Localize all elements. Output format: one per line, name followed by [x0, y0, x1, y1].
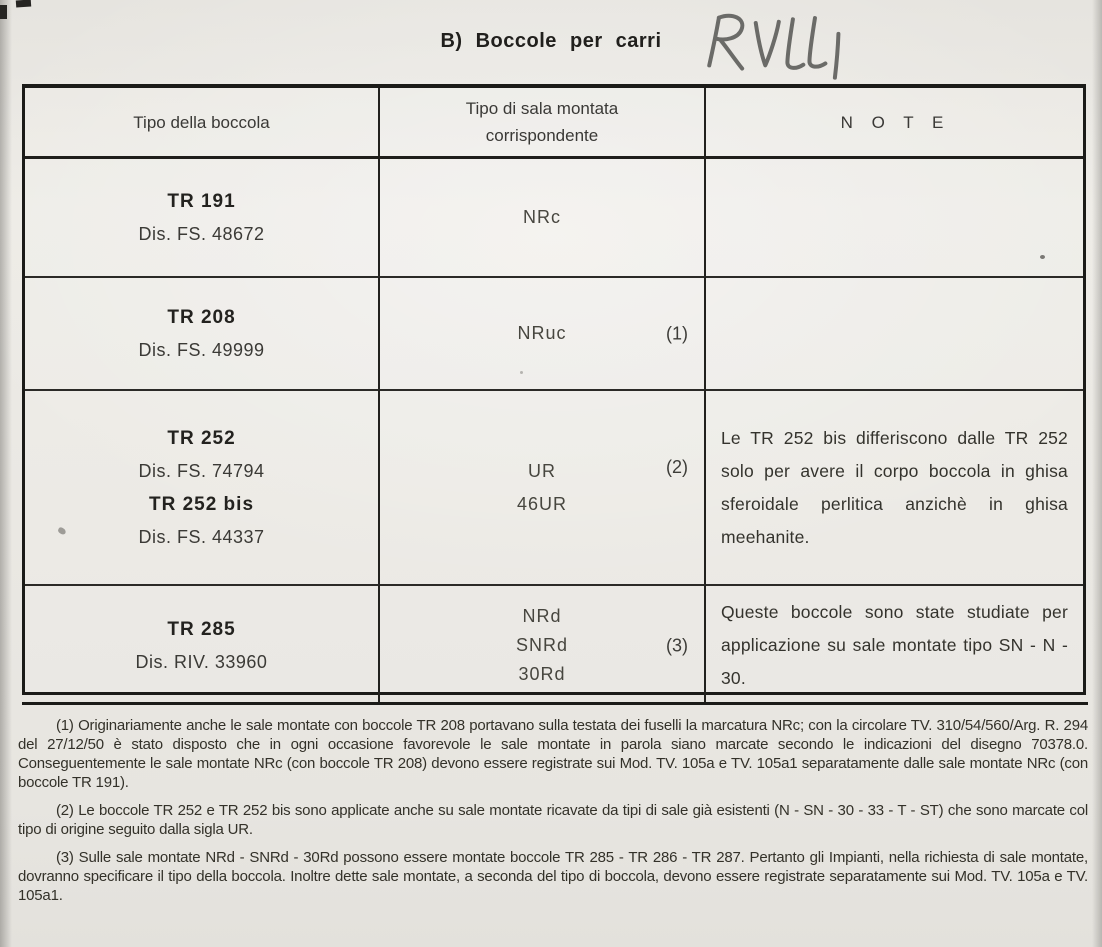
boccola-type: TR 191 — [167, 190, 236, 212]
boccola-drawing: Dis. RIV. 33960 — [135, 651, 268, 672]
boccola-type: TR 252 — [167, 427, 236, 449]
footnote-1: (1) Originariamente anche le sale montate con boccole TR 208 portavano sulla testata dei fuselli la marcatura NRc; con la circolare TV. 310/54/560/Arg. R. 294 del 27/12/50 è stato disposto che in ogni occasione favorevole le sale montate in parola siano marcate secondo le indicazioni del disegno 70378.0. Conseguentemente le sale montate NRc (con boccole TR 208) devono essere registrate sui Mod. TV. 105a e TV. 105a1 separatamente dalle sale montate NRc (con boccole TR 191). — [18, 717, 1088, 791]
boccola-type: TR 208 — [167, 306, 236, 328]
header-tipo-boccola — [25, 88, 380, 156]
cell-sala-tr285 — [380, 584, 706, 705]
header-label: Tipo della boccola — [133, 112, 270, 132]
boccola-drawing: Dis. FS. 74794 — [138, 460, 265, 481]
boccola-type: TR 252 bis — [148, 493, 255, 515]
handwritten-annotation — [699, 9, 869, 81]
cell-boccola-tr191 — [25, 156, 380, 276]
cell-note-tr285 — [706, 584, 1083, 705]
sala-type: NRuc — [517, 323, 567, 343]
header-label-line1: Tipo di sala montata — [465, 99, 619, 118]
boccola-drawing: Dis. FS. 49999 — [138, 339, 265, 360]
table-bottom-rule — [22, 702, 1088, 705]
footnotes-section — [18, 716, 1088, 914]
scan-artifact — [16, 0, 31, 8]
scan-artifact — [0, 5, 7, 19]
cell-note-tr191 — [706, 156, 1083, 276]
table-grid — [25, 88, 1083, 692]
footnote-ref-3: (3) — [666, 635, 688, 655]
cell-note-tr252 — [706, 389, 1083, 584]
cell-sala-tr208 — [380, 276, 706, 389]
sala-type: SNRd — [515, 635, 568, 655]
cell-note-tr208 — [706, 276, 1083, 389]
sala-type: UR — [528, 460, 556, 481]
boccola-type: TR 285 — [167, 618, 236, 640]
footnote-3: (3) Sulle sale montate NRd - SNRd - 30Rd possono essere montate boccole TR 285 - TR 286 - TR 287. Pertanto gli Impianti, nella richiesta di sale montate, dovranno specificare il tipo della boccola. Inoltre dette sale montate, a seconda del tipo di boccola, devono essere registrate separatamente sui Mod. TV. 105a e TV. 105a1. — [18, 849, 1088, 904]
footnote-2: (2) Le boccole TR 252 e TR 252 bis sono applicate anche su sale montate ricavate da tipi di sale già esistenti (N - SN - 30 - 33 - T - ST) che sono marcate col tipo di origine seguito dalla sigla UR. — [18, 802, 1088, 838]
cell-sala-tr191 — [380, 156, 706, 276]
footnote-ref-1: (1) — [666, 323, 688, 343]
sala-type: NRc — [523, 207, 561, 227]
sala-type: 30Rd — [518, 664, 566, 684]
header-label: N O T E — [840, 112, 949, 132]
sala-type: NRd — [522, 606, 562, 626]
header-tipo-sala — [380, 88, 706, 156]
page-title: B) Boccole per carri — [440, 30, 662, 52]
cell-boccola-tr285 — [25, 584, 380, 705]
cell-sala-tr252 — [380, 389, 706, 584]
footnote-ref-2: (2) — [666, 457, 688, 477]
header-note — [706, 88, 1083, 156]
note-text: Queste boccole sono state studiate per applicazione su sale montate tipo SN - N - 30. — [721, 602, 1068, 688]
header-label-line2: corrispondente — [485, 126, 599, 145]
boccola-drawing: Dis. FS. 44337 — [138, 526, 265, 547]
boccola-drawing: Dis. FS. 48672 — [138, 223, 265, 244]
sala-type: 46UR — [516, 493, 568, 514]
cell-boccola-tr252 — [25, 389, 380, 584]
cell-boccola-tr208 — [25, 276, 380, 389]
note-text: Le TR 252 bis differiscono dalle TR 252 solo per avere il corpo boccola in ghisa sferoidale perlitica anzichè in ghisa meehanite. — [721, 427, 1068, 547]
boccole-table — [22, 84, 1086, 695]
